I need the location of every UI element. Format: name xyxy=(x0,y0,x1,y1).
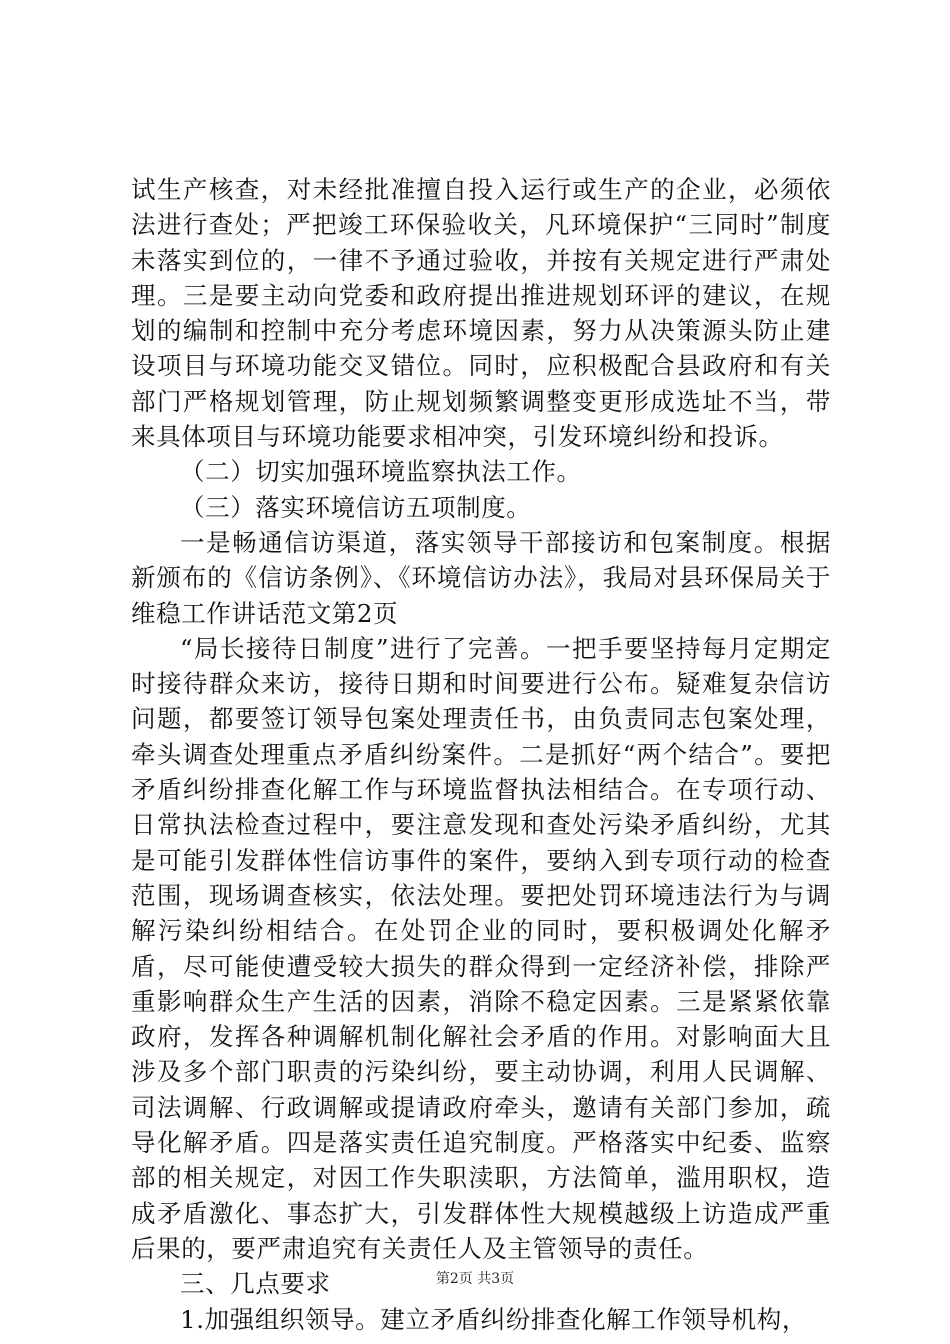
page-footer: 第2页 共3页 xyxy=(435,1271,515,1287)
paragraph-7: 1.加强组织领导。建立矛盾纠纷排查化解工作领导机构， xyxy=(180,1304,807,1334)
paragraph-4: 一是畅通信访渠道，落实领导干部接访和包案制度。根据新颁布的《信访条例》、《环境信访办法》，我局对县环保局关于维稳工作讲话范文第2页 xyxy=(131,527,831,628)
paragraph-2: （二）切实加强环境监察执法工作。 xyxy=(180,457,582,487)
paragraph-1: 试生产核查，对未经批准擅自投入运行或生产的企业，必须依法进行查处；严把竣工环保验收关，凡环境保护“三同时”制度未落实到位的，一律不予通过验收，并按有关规定进行严肃处理。三是要主动向党委和政府提出推进规划环评的建议，在规划的编制和控制中充分考虑环境因素，努力从决策源头防止建设项目与环境功能交叉错位。同时，应积极配合县政府和有关部门严格规划管理，防止规划频繁调整变更形成选址不当，带来具体项目与环境功能要求相冲突，引发环境纠纷和投诉。 xyxy=(131,175,831,452)
paragraph-5: “局长接待日制度”进行了完善。一把手要坚持每月定期定时接待群众来访，接待日期和时间要进行公布。疑难复杂信访问题，都要签订领导包案处理责任书，由负责同志包案处理，牵头调查处理重点矛盾纠纷案件。二是抓好“两个结合”。要把矛盾纠纷排查化解工作与环境监督执法相结合。在专项行动、日常执法检查过程中，要注意发现和查处污染矛盾纠纷，尤其是可能引发群体性信访事件的案件，要纳入到专项行动的检查范围，现场调查核实，依法处理。要把处罚环境违法行为与调解污染纠纷相结合。在处罚企业的同时，要积极调处化解矛盾，尽可能使遭受较大损失的群众得到一定经济补偿，排除严重影响群众生产生活的因素，消除不稳定因素。三是紧紧依靠政府，发挥各种调解机制化解社会矛盾的作用。对影响面大且涉及多个部门职责的污染纠纷，要主动协调，利用人民调解、司法调解、行政调解或提请政府牵头，邀请有关部门参加，疏导化解矛盾。四是落实责任追究制度。严格落实中纪委、监察部的相关规定，对因工作失职渎职，方法简单，滥用职权，造成矛盾激化、事态扩大，引发群体性大规模越级上访造成严重后果的，要严肃追究有关责任人及主管领导的责任。 xyxy=(131,633,831,1263)
paragraph-3: （三）落实环境信访五项制度。 xyxy=(180,492,532,522)
section-heading: 三、几点要求 xyxy=(180,1269,331,1299)
document-body xyxy=(131,172,831,1337)
